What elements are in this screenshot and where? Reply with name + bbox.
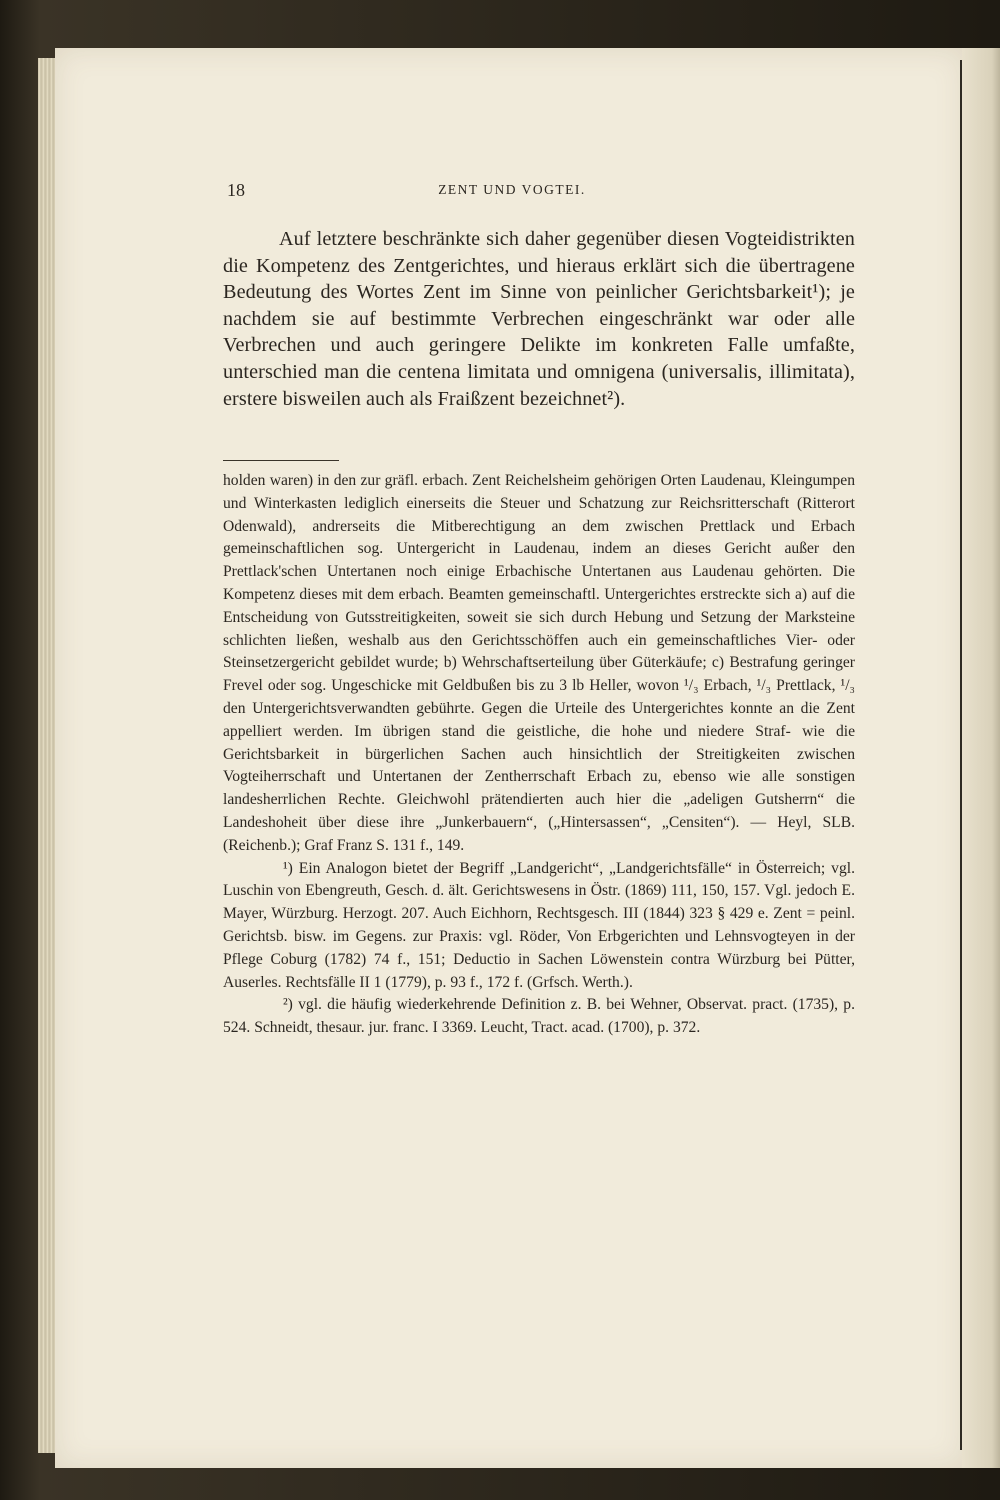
footnote-2: ²) vgl. die häufig wiederkehrende Definition z. B. bei Wehner, Observat. pract. (1735), p. 524. Schneidt, thesaur. jur. franc. I 3369. Leucht, Tract. acad. (1700), p. 372. bbox=[223, 996, 855, 1037]
facing-page-edge bbox=[962, 48, 1000, 1468]
footnote-separator bbox=[223, 460, 339, 461]
page-gutter-line bbox=[960, 60, 962, 1450]
page-header bbox=[227, 180, 857, 210]
page-number: 18 bbox=[227, 180, 245, 200]
footnote-continuation: holden waren) in den zur gräfl. erbach. Zent Reichelsheim gehörigen Orten Laudenau, Kleingumpen und Winterkasten lediglich einerseits die Steuer und Schatzung zur Reichsritterschaft (Ritterort Odenwald), andrerseits die Mitberechtigung an dem zwischen Prettlack und Erbach gemeinschaftlichen sog. Untergericht in Laudenau, indem an dieses Gericht außer den Prettlack'schen Untertanen noch einige Erbachische Untertanen aus Laudenau gehörten. Die Kompetenz dieses mit dem erbach. Beamten gemeinschaftl. Untergerichtes erstreckte sich a) auf die Entscheidung von Gutsstreitigkeiten, soweit sie sich durch Hebung und Setzung der Marksteine schlichten ließen, weshalb aus den Gerichtsschöffen auch ein gemeinschaftliches Vier- oder Steinsetzergericht gebildet wurde; b) Wehrschaftserteilung über Güterkäufe; c) Bestrafung geringer Frevel oder sog. Ungeschicke mit Geldbußen bis zu 3 lb Heller, wovon ¹/₃ Erbach, ¹/₃ Prettlack, ¹/₃ den Untergerichtsverwandten gebührte. Gegen die Urteile des Untergerichtes konnte an die Zent appelliert werden. Im übrigen stand die geistliche, die hohe und niedere Straf- wie die Gerichtsbarkeit in bürgerlichen Sachen auch hinsichtlich der Streitigkeiten zwischen Vogteiherrschaft und Untertanen der Zentherrschaft Erbach zu, ebenso wie alle sonstigen landesherrlichen Rechte. Gleichwohl prätendierten auch hier die „adeligen Gutsherrn“ die Landeshoheit über diese ihre „Junkerbauern“, („Hintersassen“, „Censiten“). — Heyl, SLB. (Reichenb.); Graf Franz S. 131 f., 149. bbox=[223, 472, 855, 854]
main-paragraph: Auf letztere beschränkte sich daher gegenüber diesen Vogteidistrikten die Kompetenz des Zentgerichtes, und hieraus erklärt sich die übertragene Bedeutung des Wortes Zent im Sinne von peinlicher Gerichtsbarkeit¹); je nachdem sie auf bestimmte Verbrechen eingeschränkt war oder alle Verbrechen und auch geringere Delikte im konkreten Falle umfaßte, unterschied man die centena limitata und omnigena (universalis, illimitata), erstere bisweilen auch als Fraißzent bezeichnet²). bbox=[223, 228, 855, 410]
running-title: ZENT UND VOGTEI. bbox=[438, 182, 586, 197]
footnotes bbox=[223, 470, 855, 1040]
page-stack-edges bbox=[38, 58, 56, 1453]
footnote-1: ¹) Ein Analogon bietet der Begriff „Landgericht“, „Landgerichtsfälle“ in Österreich; vgl. Luschin von Ebengreuth, Gesch. d. ält. Gerichtswesens in Östr. (1869) 111, 150, 157. Vgl. jedoch E. Mayer, Würzburg. Herzogt. 207. Auch Eichhorn, Rechtsgesch. III (1844) 323 § 429 e. Zent = peinl. Gerichtsb. bisw. im Gegens. zur Praxis: vgl. Röder, Von Erbgerichten und Lehnsvogteyen in der Pflege Coburg (1782) 74 f., 151; Deductio in Sachen Löwenstein contra Würzburg bei Pütter, Auserles. Rechtsfälle II 1 (1779), p. 93 f., 172 f. (Grfsch. Werth.). bbox=[223, 859, 855, 991]
